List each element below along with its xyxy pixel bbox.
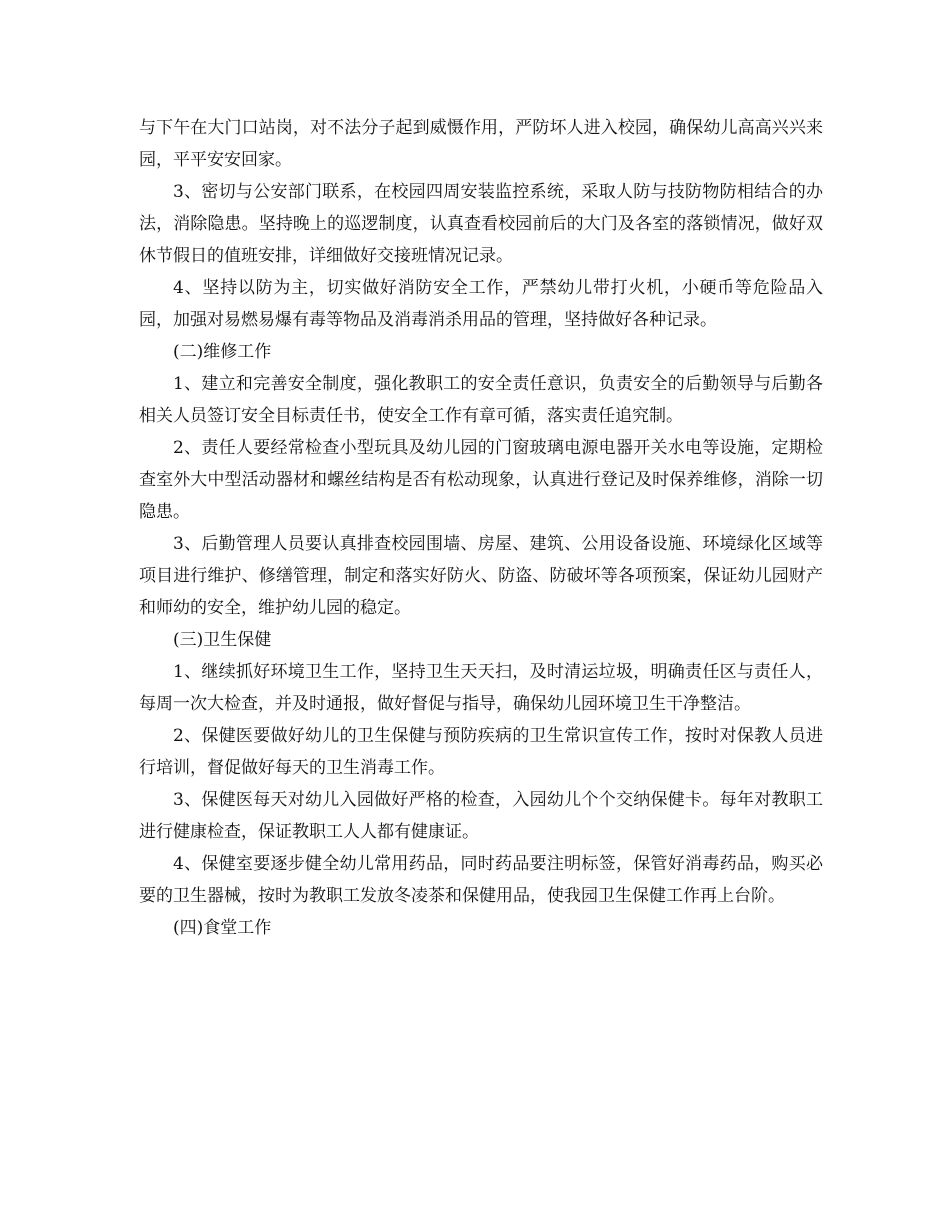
paragraph-security-4: 4、坚持以防为主，切实做好消防安全工作，严禁幼儿带打火机，小硬币等危险品入园，加强对易燃易爆有毒等物品及消毒消杀用品的管理，坚持做好各种记录。 <box>139 278 823 330</box>
paragraph-maintenance-2: 2、责任人要经常检查小型玩具及幼儿园的门窗玻璃电源电器开关水电等设施，定期检查室外大中型活动器材和螺丝结构是否有松动现象，认真进行登记及时保养维修，消除一切隐患。 <box>139 438 823 522</box>
paragraph-maintenance-1: 1、建立和完善安全制度，强化教职工的安全责任意识，负责安全的后勤领导与后勤各相关人员签订安全目标责任书，使安全工作有章可循，落实责任追究制。 <box>139 374 823 426</box>
section-heading-maintenance: (二)维修工作 <box>173 342 272 362</box>
paragraph-health-4: 4、保健室要逐步健全幼儿常用药品，同时药品要注明标签，保管好消毒药品，购买必要的卫生器械，按时为教职工发放冬凌茶和保健用品，使我园卫生保健工作再上台阶。 <box>139 854 823 906</box>
paragraph-continued: 与下午在大门口站岗，对不法分子起到威慑作用，严防坏人进入校园，确保幼儿高高兴兴来园，平平安安回家。 <box>139 118 823 170</box>
section-heading-health: (三)卫生保健 <box>173 630 272 650</box>
section-heading-canteen: (四)食堂工作 <box>173 918 272 938</box>
document-body <box>139 112 823 944</box>
paragraph-security-3: 3、密切与公安部门联系，在校园四周安装监控系统，采取人防与技防物防相结合的办法，消除隐患。坚持晚上的巡逻制度，认真查看校园前后的大门及各室的落锁情况，做好双休节假日的值班安排，详细做好交接班情况记录。 <box>139 182 823 266</box>
paragraph-health-2: 2、保健医要做好幼儿的卫生保健与预防疾病的卫生常识宣传工作，按时对保教人员进行培训，督促做好每天的卫生消毒工作。 <box>139 726 823 778</box>
paragraph-health-3: 3、保健医每天对幼儿入园做好严格的检查，入园幼儿个个交纳保健卡。每年对教职工进行健康检查，保证教职工人人都有健康证。 <box>139 790 823 842</box>
paragraph-health-1: 1、继续抓好环境卫生工作，坚持卫生天天扫，及时清运垃圾，明确责任区与责任人，每周一次大检查，并及时通报，做好督促与指导，确保幼儿园环境卫生干净整洁。 <box>139 662 823 714</box>
paragraph-maintenance-3: 3、后勤管理人员要认真排查校园围墙、房屋、建筑、公用设备设施、环境绿化区域等项目进行维护、修缮管理，制定和落实好防火、防盗、防破坏等各项预案，保证幼儿园财产和师幼的安全，维护幼儿园的稳定。 <box>139 534 823 618</box>
